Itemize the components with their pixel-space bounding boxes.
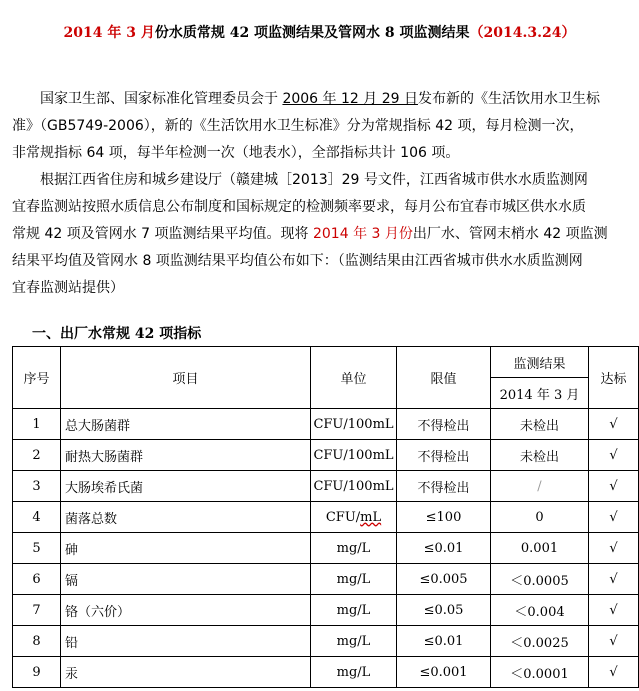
table-row [13,626,639,657]
cell-pass: √ [589,502,639,533]
cell-item: 汞 [61,657,311,688]
header-period: 2014 年 3 月 [491,378,589,409]
cell-result: ＜0.0025 [491,626,589,657]
cell-no: 5 [13,533,61,564]
page-title [0,22,639,42]
cell-item: 菌落总数 [61,502,311,533]
section-heading: 一、出厂水常规 42 项指标 [32,326,202,342]
table-row [13,564,639,595]
header-no: 序号 [13,347,61,409]
cell-limit: ≤0.05 [397,595,491,626]
cell-no: 3 [13,471,61,502]
table-row [13,533,639,564]
intro-text: 国家卫生部、国家标准化管理委员会于 [12,91,283,107]
basis-line: 宜春监测站提供） [12,280,124,296]
results-table-body [13,347,639,688]
title-main: 份水质常规 42 项监测结果及管网水 8 项监测结果 [154,25,470,41]
basis-text: 常规 42 项及管网水 7 项监测结果平均值。现将 [12,226,313,242]
cell-item: 铬（六价） [61,595,311,626]
header-limit: 限值 [397,347,491,409]
intro-text: 发布新的《生活饮用水卫生标 [417,91,600,107]
cell-result: 0.001 [491,533,589,564]
table-row [13,471,639,502]
cell-limit: ≤0.01 [397,533,491,564]
cell-no: 9 [13,657,61,688]
cell-result: 0 [491,502,589,533]
basis-line: 宜春监测站按照水质信息公布制度和国标规定的检测频率要求，每月公布宜春市城区供水水质 [12,199,586,215]
intro-date: 2006 年 12 月 29 日 [282,91,418,107]
cell-item: 镉 [61,564,311,595]
cell-pass: √ [589,440,639,471]
cell-no: 1 [13,409,61,440]
cell-limit: 不得检出 [397,440,491,471]
cell-no: 8 [13,626,61,657]
basis-line: 结果平均值及管网水 8 项监测结果平均值公布如下：（监测结果由江西省城市供水水质监测网 [12,253,583,269]
results-table [12,346,639,688]
cell-pass: √ [589,533,639,564]
cell-unit: CFU/100mL [311,440,397,471]
cell-result: ＜0.0001 [491,657,589,688]
cell-no: 6 [13,564,61,595]
cell-pass: √ [589,564,639,595]
header-result: 监测结果 [491,347,589,378]
cell-unit: mg/L [311,657,397,688]
cell-pass: √ [589,471,639,502]
cell-unit: CFU/100mL [311,409,397,440]
header-item: 项目 [61,347,311,409]
cell-item: 铅 [61,626,311,657]
basis-month: 2014 年 3 月份 [312,226,413,242]
cell-limit: ≤0.001 [397,657,491,688]
cell-unit: CFU/mL [311,502,397,533]
table-row [13,440,639,471]
cell-result: 未检出 [491,440,589,471]
intro-line [12,86,639,113]
cell-limit: ≤0.01 [397,626,491,657]
cell-unit: mg/L [311,595,397,626]
intro-line: 非常规指标 64 项，每半年检测一次（地表水），全部指标共计 106 项。 [12,145,460,161]
cell-item: 耐热大肠菌群 [61,440,311,471]
cell-result: ＜0.004 [491,595,589,626]
cell-item: 总大肠菌群 [61,409,311,440]
cell-no: 4 [13,502,61,533]
basis-text: 出厂水、管网末梢水 42 项监测 [412,226,608,242]
title-month: 2014 年 3 月 [63,25,155,41]
cell-no: 7 [13,595,61,626]
cell-unit: mg/L [311,564,397,595]
cell-unit: mg/L [311,626,397,657]
cell-pass: √ [589,595,639,626]
title-date: （2014.3.24） [469,25,576,41]
cell-item: 砷 [61,533,311,564]
basis-line: 根据江西省住房和城乡建设厅（赣建城［2013］29 号文件，江西省城市供水水质监测网 [12,172,588,188]
cell-item: 大肠埃希氏菌 [61,471,311,502]
cell-result: ＜0.0005 [491,564,589,595]
cell-pass: √ [589,409,639,440]
basis-line [12,221,639,248]
header-unit: 单位 [311,347,397,409]
table-header-row [13,347,639,378]
cell-pass: √ [589,626,639,657]
intro-line: 准》（GB5749-2006），新的《生活饮用水卫生标准》分为常规指标 42 项，每月检测一次， [12,118,584,134]
table-row [13,657,639,688]
cell-result: 未检出 [491,409,589,440]
cell-pass: √ [589,657,639,688]
cell-unit: CFU/100mL [311,471,397,502]
cell-limit: 不得检出 [397,409,491,440]
cell-result: / [491,471,589,502]
header-pass: 达标 [589,347,639,409]
table-row [13,502,639,533]
cell-limit: ≤100 [397,502,491,533]
cell-unit: mg/L [311,533,397,564]
table-row [13,409,639,440]
table-row [13,595,639,626]
cell-limit: ≤0.005 [397,564,491,595]
cell-limit: 不得检出 [397,471,491,502]
cell-no: 2 [13,440,61,471]
